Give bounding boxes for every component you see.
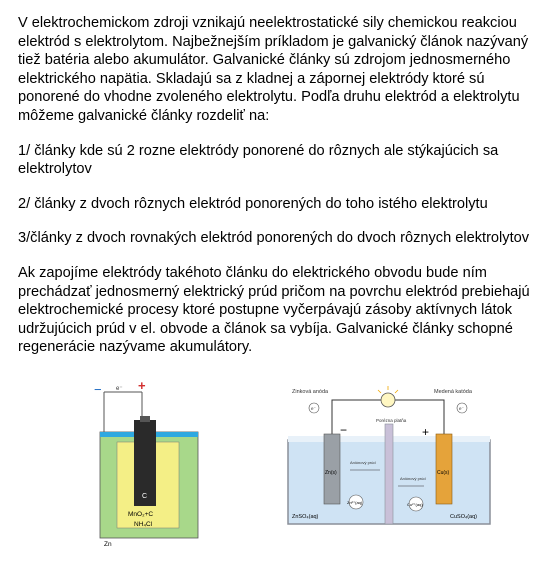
electron-label-left: e⁻ — [311, 406, 316, 411]
minus-sign: − — [94, 382, 102, 397]
bulb-icon — [381, 393, 395, 407]
anode-title: Zinková anóda — [292, 389, 329, 395]
paragraph-intro: V elektrochemickom zdroji vznikajú neelektrostatické sily chemickou reakciou elektród s elektrolytom. Najbežnejším príkladom je galvanický článok nazývaný tiež batéria alebo akumulátor. Galvanické články sú zdrojom jednosmerného elektrického napätia. Skladajú sa z kladnej a zápornej elektródy ktoré sú ponorené do vhodne zvoleného elektrolytu. Podľa druhu elektród a elektrolytu môžeme galvanické články rozdeliť na: — [18, 15, 529, 124]
electron-label: e⁻ — [116, 386, 123, 392]
anion-flow-right: Aniónový prúd — [400, 476, 426, 481]
membrane-label: Porézna platňa — [376, 418, 407, 423]
dry-cell-figure — [84, 382, 214, 548]
anion-flow-left: Aniónový prúd — [350, 460, 376, 465]
zinc-rod — [324, 434, 340, 504]
mix-label: MnO₂+C — [128, 511, 154, 518]
zn-ion-label: Zn²⁺(aq) — [347, 500, 363, 505]
document-body — [18, 14, 548, 373]
paragraph-type-2: 2/ články z dvoch rôznych elektród ponorených do toho istého elektrolytu — [18, 195, 488, 212]
plus-sign: + — [138, 382, 146, 393]
plus-sign: + — [422, 425, 430, 439]
paragraph-type-3: 3/články z dvoch rovnakých elektród ponorených do dvoch rôznych elektrolytov — [18, 230, 530, 247]
zn-rod-label: Zn(s) — [325, 470, 337, 476]
electron-label-right: e⁻ — [459, 406, 464, 411]
paragraph-circuit: Ak zapojíme elektródy takéhoto článku do elektrického obvodu bude ním prechádzať jednosmerný elektrický prúd pričom na povrchu elektród prebiehajú elektrochemické procesy ktoré postupne vyčerpávajú zásoby aktívnych látok udržujúcich prúd v el. obvode a článok sa vybíja. Galvanické články schopné regenerácie nazývame akumulátory. — [18, 264, 530, 356]
electrode-label: C — [142, 493, 148, 500]
casing-label: Zn — [104, 541, 112, 548]
minus-sign: − — [340, 423, 348, 437]
cu-rod-label: Cu(s) — [437, 470, 450, 476]
daniell-cell-figure — [284, 384, 494, 528]
left-solution-label: ZnSO₄(aq) — [292, 514, 319, 520]
cathode-title: Medená katóda — [434, 389, 472, 395]
porous-membrane — [385, 424, 393, 524]
paragraph-type-1: 1/ články kde sú 2 rozne elektródy ponorené do rôznych ale stýkajúcich sa elektrolytov — [18, 142, 499, 178]
copper-rod — [436, 434, 452, 504]
cu-ion-label: Cu²⁺(aq) — [407, 502, 423, 507]
electrolyte-label: NH₄Cl — [134, 521, 153, 528]
right-solution-label: CuSO₄(aq) — [450, 514, 478, 520]
